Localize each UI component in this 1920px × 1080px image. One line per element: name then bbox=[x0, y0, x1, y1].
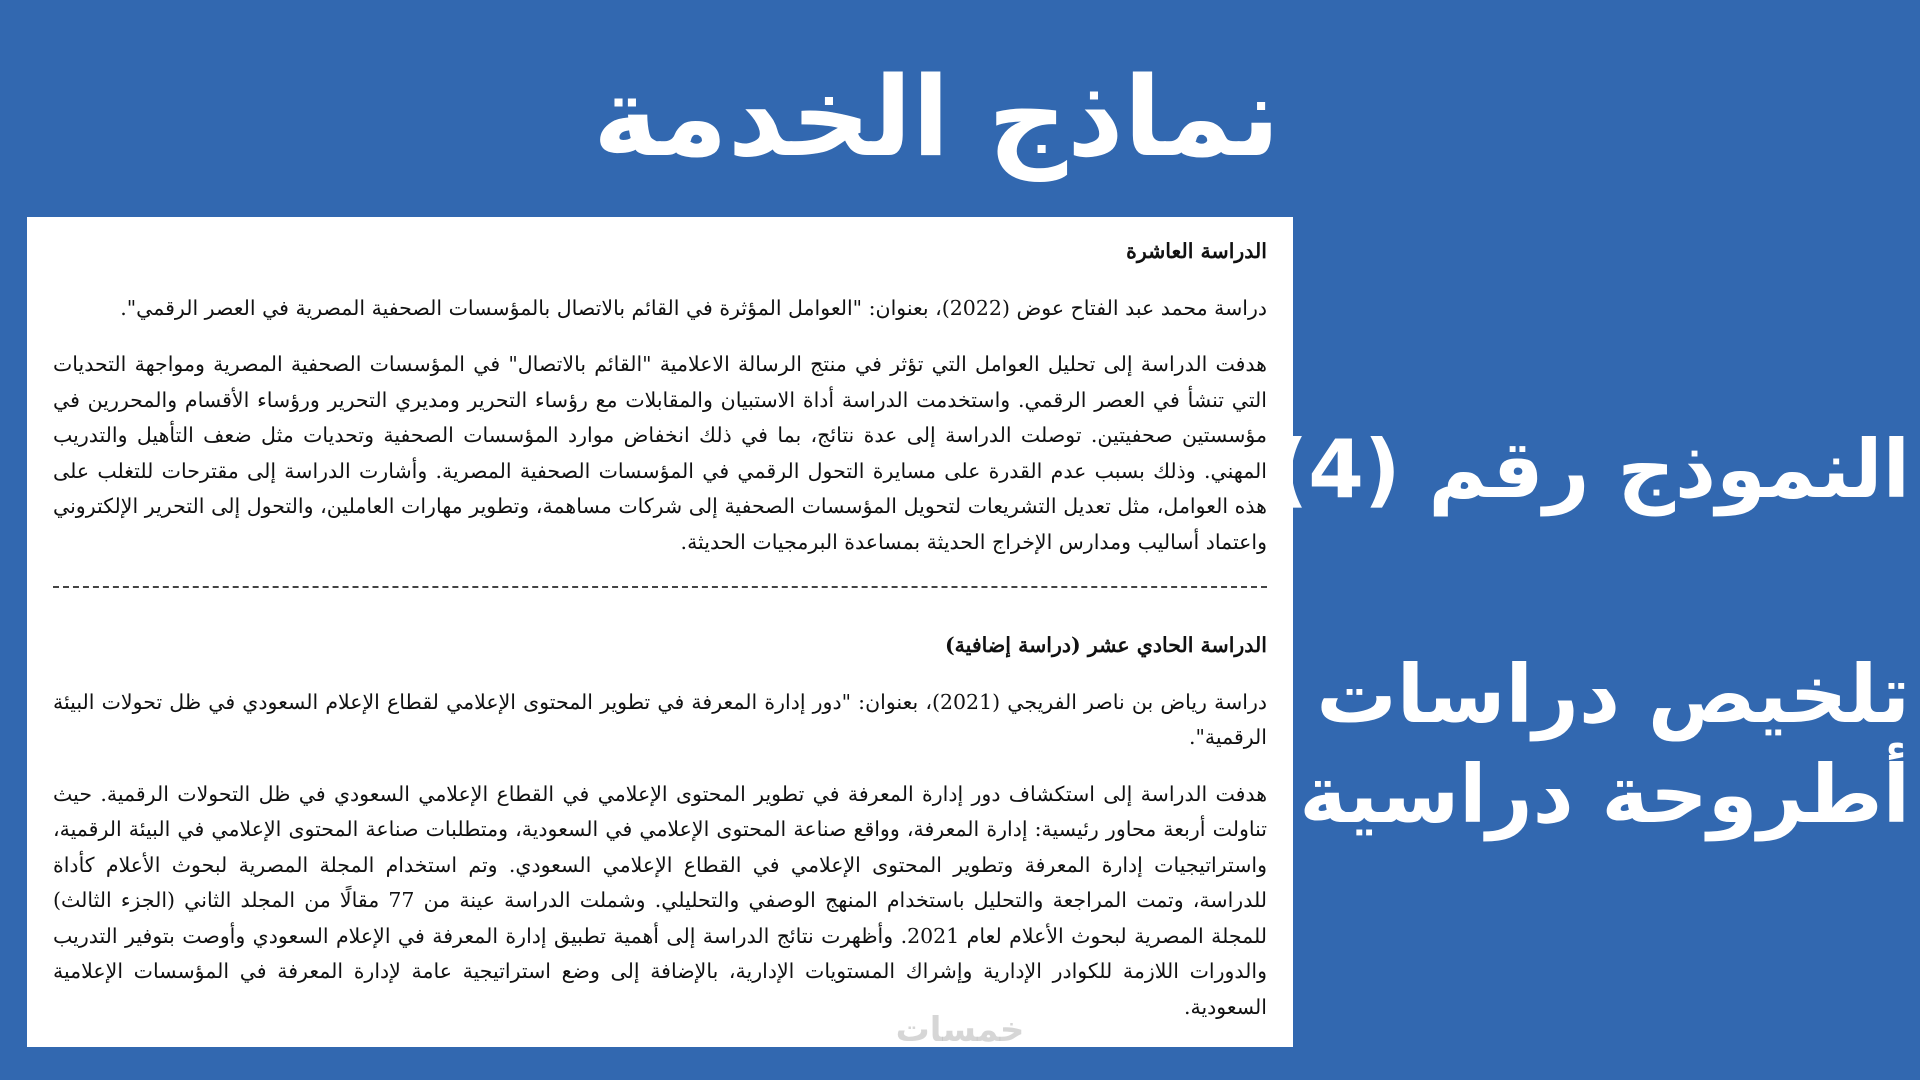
summary-label-line-2: أطروحة دراسية bbox=[1299, 748, 1910, 841]
study-eleven-body: هدفت الدراسة إلى استكشاف دور إدارة المعرفة في تطوير المحتوى الإعلامي في القطاع الإعلامي السعودي في ظل التحولات الرقمية. حيث تناولت أربعة محاور رئيسية: إدارة المعرفة، وواقع صناعة المحتوى الإعلامي في السعودية، ومتطلبات صناعة المحتوى الإعلامي في البيئة الرقمية، واستراتيجيات إدارة المعرفة وتطوير المحتوى الإعلامي في القطاع الإعلامي السعودي. وتم استخدام المجلة المصرية لبحوث الأعلام كأداة للدراسة، وتمت المراجعة والتحليل باستخدام المنهج الوصفي والتحليلي. وشملت الدراسة عينة من 77 مقالًا من المجلد الثاني (الجزء الثالث) للمجلة المصرية لبحوث الأعلام لعام 2021. وأظهرت نتائج الدراسة إلى أهمية تطبيق إدارة المعرفة في الإعلام السعودي وأوصت بتوفير التدريب والدورات اللازمة للكوادر الإدارية وإشراك المستويات الإدارية، بالإضافة إلى وضع استراتيجية عامة لإدارة المعرفة في المؤسسات الإعلامية السعودية. bbox=[53, 781, 1267, 1019]
study-ten-citation: دراسة محمد عبد الفتاح عوض (2022)، بعنوان: "العوامل المؤثرة في القائم بالاتصال بالمؤسسات الصحفية المصرية في العصر الرقمي". bbox=[120, 295, 1267, 320]
watermark: خمسات bbox=[895, 1010, 1025, 1050]
study-ten-body: هدفت الدراسة إلى تحليل العوامل التي تؤثر في منتج الرسالة الاعلامية "القائم بالاتصال" في المؤسسات الصحفية المصرية ومواجهة التحديات التي تنشأ في العصر الرقمي. واستخدمت الدراسة أداة الاستبيان والمقابلات مع رؤساء التحرير ومديري التحرير ورؤساء الأقسام والمحررين في مؤسستين صحفيتين. توصلت الدراسة إلى عدة نتائج، بما في ذلك انخفاض موارد المؤسسات الصحفية وتحديات مثل ضعف التأهيل والتدريب المهني. وذلك بسبب عدم القدرة على مسايرة التحول الرقمي في المؤسسات الصحفية المصرية. وأشارت الدراسة إلى مقترحات للتغلب على هذه العوامل، مثل تعديل التشريعات لتحويل المؤسسات الصحفية إلى شركات مساهمة، وتطوير مهارات العاملين، والتحول إلى التحرير الإلكتروني واعتماد أساليب ومدارس الإخراج الحديثة بمساعدة البرمجيات الحديثة. bbox=[53, 352, 1267, 554]
study-eleven-heading: الدراسة الحادي عشر (دراسة إضافية) bbox=[944, 633, 1267, 657]
study-eleven-citation: دراسة رياض بن ناصر الفريجي (2021)، بعنوان: "دور إدارة المعرفة في تطوير المحتوى الإعلامي لقطاع الإعلام السعودي في ظل تحولات البيئة الرقمية". bbox=[53, 689, 1267, 749]
study-ten-heading: الدراسة العاشرة bbox=[1126, 239, 1267, 263]
document-page bbox=[27, 217, 1293, 1047]
summary-label bbox=[1299, 645, 1910, 845]
model-number-label: النموذج رقم (4) bbox=[1271, 423, 1910, 516]
page-title: نماذج الخدمة bbox=[592, 53, 1280, 181]
summary-label-line-1: تلخيص دراسات bbox=[1316, 648, 1910, 741]
section-divider bbox=[53, 586, 1267, 588]
